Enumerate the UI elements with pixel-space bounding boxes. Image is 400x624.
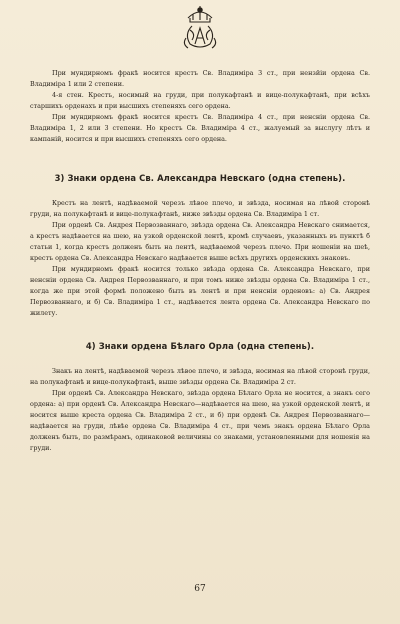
paragraph: При орденѣ Св. Андрея Первозваннаго, звѣзда ордена Св. Александра Невскаго снимается, а крестъ надѣвается на шею, на узкой орденской лентѣ, кромѣ случаевъ, указанныхъ въ пунктѣ б статьи 1, когда крестъ долженъ быть на лентѣ, надѣваемой черезъ плечо. При ношеніи на шеѣ, крестъ ордена Св. Александра Невскаго надѣвается выше всѣхъ другихъ орденскихъ знаковъ. xyxy=(30,221,370,262)
monogram-crown-emblem-icon xyxy=(178,4,222,52)
paragraph: 4-я стен. Крестъ, носимый на груди, при полукафтанѣ и вице-полукафтанѣ, при всѣхъ старшихъ орденахъ и при высшихъ степеняхъ сего ордена. xyxy=(30,91,370,110)
document-body xyxy=(30,68,370,454)
paragraph: Крестъ на лентѣ, надѣваемой черезъ лѣвое плечо, и звѣзда, носимая на лѣвой сторонѣ груди, на полукафтанѣ и вице-полукафтанѣ, ниже звѣзды ордена Св. Владиміра 1 ст. xyxy=(30,199,370,218)
paragraph: При орденѣ Св. Александра Невскаго, звѣзда ордена Бѣлаго Орла не носится, а знакъ сего ордена: а) при орденѣ Св. Александра Невскаго—надѣвается на шею, на узкой орденской лентѣ, и носится выше креста ордена Св. Владиміра 2 ст., и б) при орденѣ Св. Андрея Первозваннаго—надѣвается на груди, лѣвѣе ордена Св. Владиміра 4 ст., при чемъ знакъ ордена Бѣлаго Орла долженъ быть, по размѣрамъ, одинаковой величины со знаками, установленными для ношенія на груди. xyxy=(30,389,370,452)
paragraph: При мундирномъ фракѣ носится крестъ Св. Владиміра 4 ст., при ненсніи ордена Св. Владиміра 1, 2 или 3 степени. Но крестъ Св. Владиміра 4 ст., жалуемый за выслугу лѣтъ и кампаній, носится и при высшихъ степеняхъ сего ордена. xyxy=(30,113,370,143)
paragraph: При мундирномъ фракѣ носится крестъ Св. Владиміра 3 ст., при нензйіи ордена Св. Владиміра 1 или 2 степени. xyxy=(30,69,370,88)
paragraph: Знакъ на лентѣ, надѣваемой черезъ лѣвое плечо, и звѣзда, носимая на лѣвой сторонѣ груди, на полукафтанѣ и вице-полукафтанѣ, выше звѣзды ордена Св. Владиміра 2 ст. xyxy=(30,367,370,386)
paragraph: При мундирномъ фракѣ носится только звѣзда ордена Св. Александра Невскаго, при ненсніи ордена Св. Андрея Первозваннаго, и при томъ ниже звѣзды ордена Св. Владиміра 1 ст., когда же при этой формѣ положено быть въ лентѣ и при ненсніи орденовъ: а) Св. Андрея Первозваннаго, и б) Св. Владиміра 1 ст., надѣвается лента ордена Св. Александра Невскаго по жилету. xyxy=(30,265,370,317)
section-heading: 3) Знаки ордена Св. Александра Невскаго (одна степень). xyxy=(54,173,346,183)
page-number: 67 xyxy=(194,584,206,594)
section-heading: 4) Знаки ордена Бѣлаго Орла (одна степень). xyxy=(85,341,315,351)
